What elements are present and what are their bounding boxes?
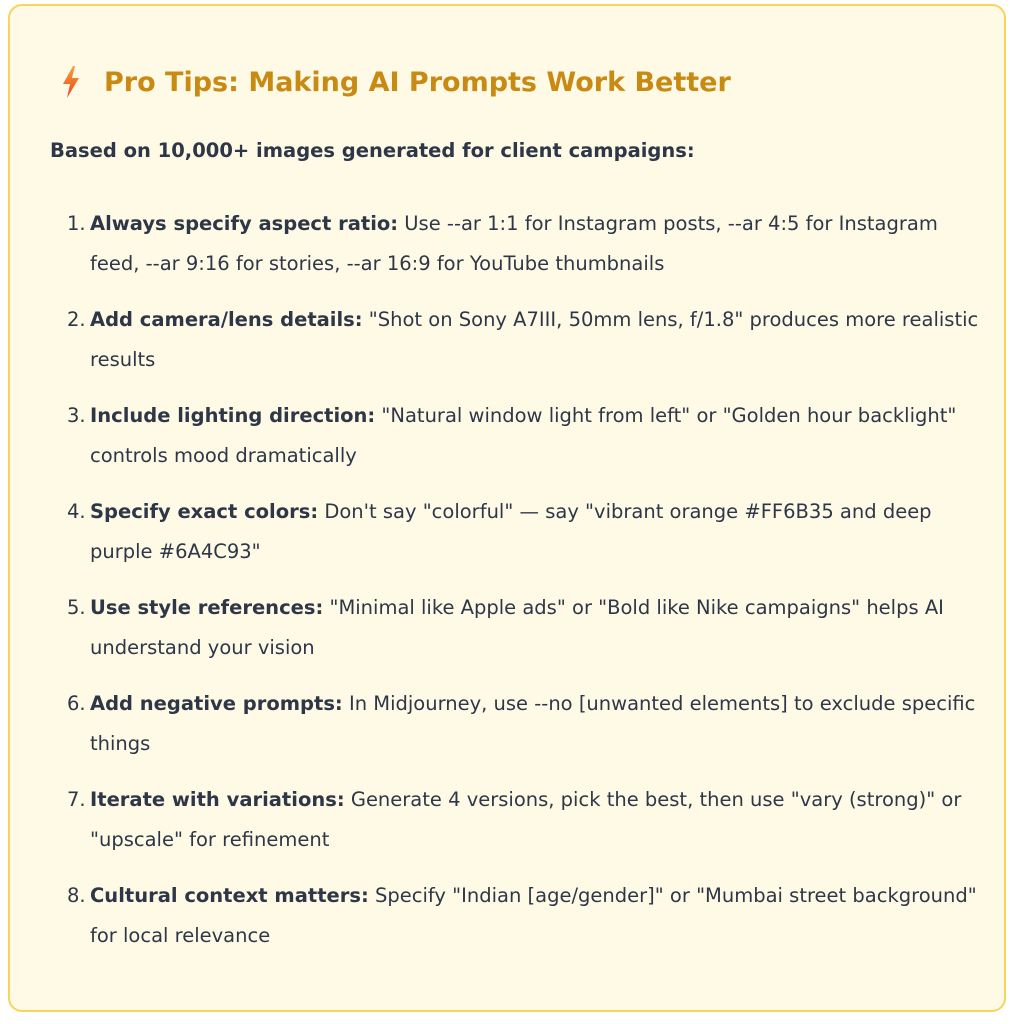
card-header xyxy=(56,58,731,106)
list-item xyxy=(50,300,980,380)
list-item xyxy=(50,780,980,860)
lightning-bolt-icon xyxy=(56,64,86,100)
list-item-number: 3. xyxy=(67,404,86,427)
list-item xyxy=(50,396,980,476)
tip-heading: Include lighting direction: xyxy=(90,404,376,427)
list-item xyxy=(50,684,980,764)
list-item-number: 4. xyxy=(67,500,86,523)
list-item xyxy=(50,492,980,572)
list-item xyxy=(50,876,980,956)
tip-heading: Add camera/lens details: xyxy=(90,308,363,331)
pro-tips-card xyxy=(8,4,1006,1012)
tip-text: Generate 4 versions, pick the best, then use "vary (strong)" or "upscale" for refinement xyxy=(90,788,962,851)
tip-text: "Natural window light from left" or "Golden hour backlight" controls mood dramatically xyxy=(90,404,957,467)
tip-heading: Always specify aspect ratio: xyxy=(90,212,399,235)
tip-heading: Cultural context matters: xyxy=(90,884,369,907)
list-item-number: 7. xyxy=(67,788,86,811)
page-title: Pro Tips: Making AI Prompts Work Better xyxy=(104,66,731,98)
tip-text: Specify "Indian [age/gender]" or "Mumbai street background" for local relevance xyxy=(90,884,977,947)
tip-text: In Midjourney, use --no [unwanted elements] to exclude specific things xyxy=(90,692,976,755)
tip-heading: Use style references: xyxy=(90,596,324,619)
tip-heading: Specify exact colors: xyxy=(90,500,319,523)
list-item xyxy=(50,204,980,284)
list-item xyxy=(50,588,980,668)
tip-text: Don't say "colorful" — say "vibrant orange #FF6B35 and deep purple #6A4C93" xyxy=(90,500,932,563)
tip-text: "Minimal like Apple ads" or "Bold like Nike campaigns" helps AI understand your vision xyxy=(90,596,944,659)
list-item-number: 8. xyxy=(67,884,86,907)
tip-text: Use --ar 1:1 for Instagram posts, --ar 4:5 for Instagram feed, --ar 9:16 for stories, --ar 16:9 for YouTube thumbnails xyxy=(90,212,938,275)
tips-list xyxy=(50,204,980,972)
intro-text: Based on 10,000+ images generated for client campaigns: xyxy=(50,139,695,162)
tip-heading: Add negative prompts: xyxy=(90,692,343,715)
list-item-number: 6. xyxy=(67,692,86,715)
list-item-number: 1. xyxy=(67,212,86,235)
tip-heading: Iterate with variations: xyxy=(90,788,345,811)
list-item-number: 2. xyxy=(67,308,86,331)
list-item-number: 5. xyxy=(67,596,86,619)
tip-text: "Shot on Sony A7III, 50mm lens, f/1.8" produces more realistic results xyxy=(90,308,979,371)
